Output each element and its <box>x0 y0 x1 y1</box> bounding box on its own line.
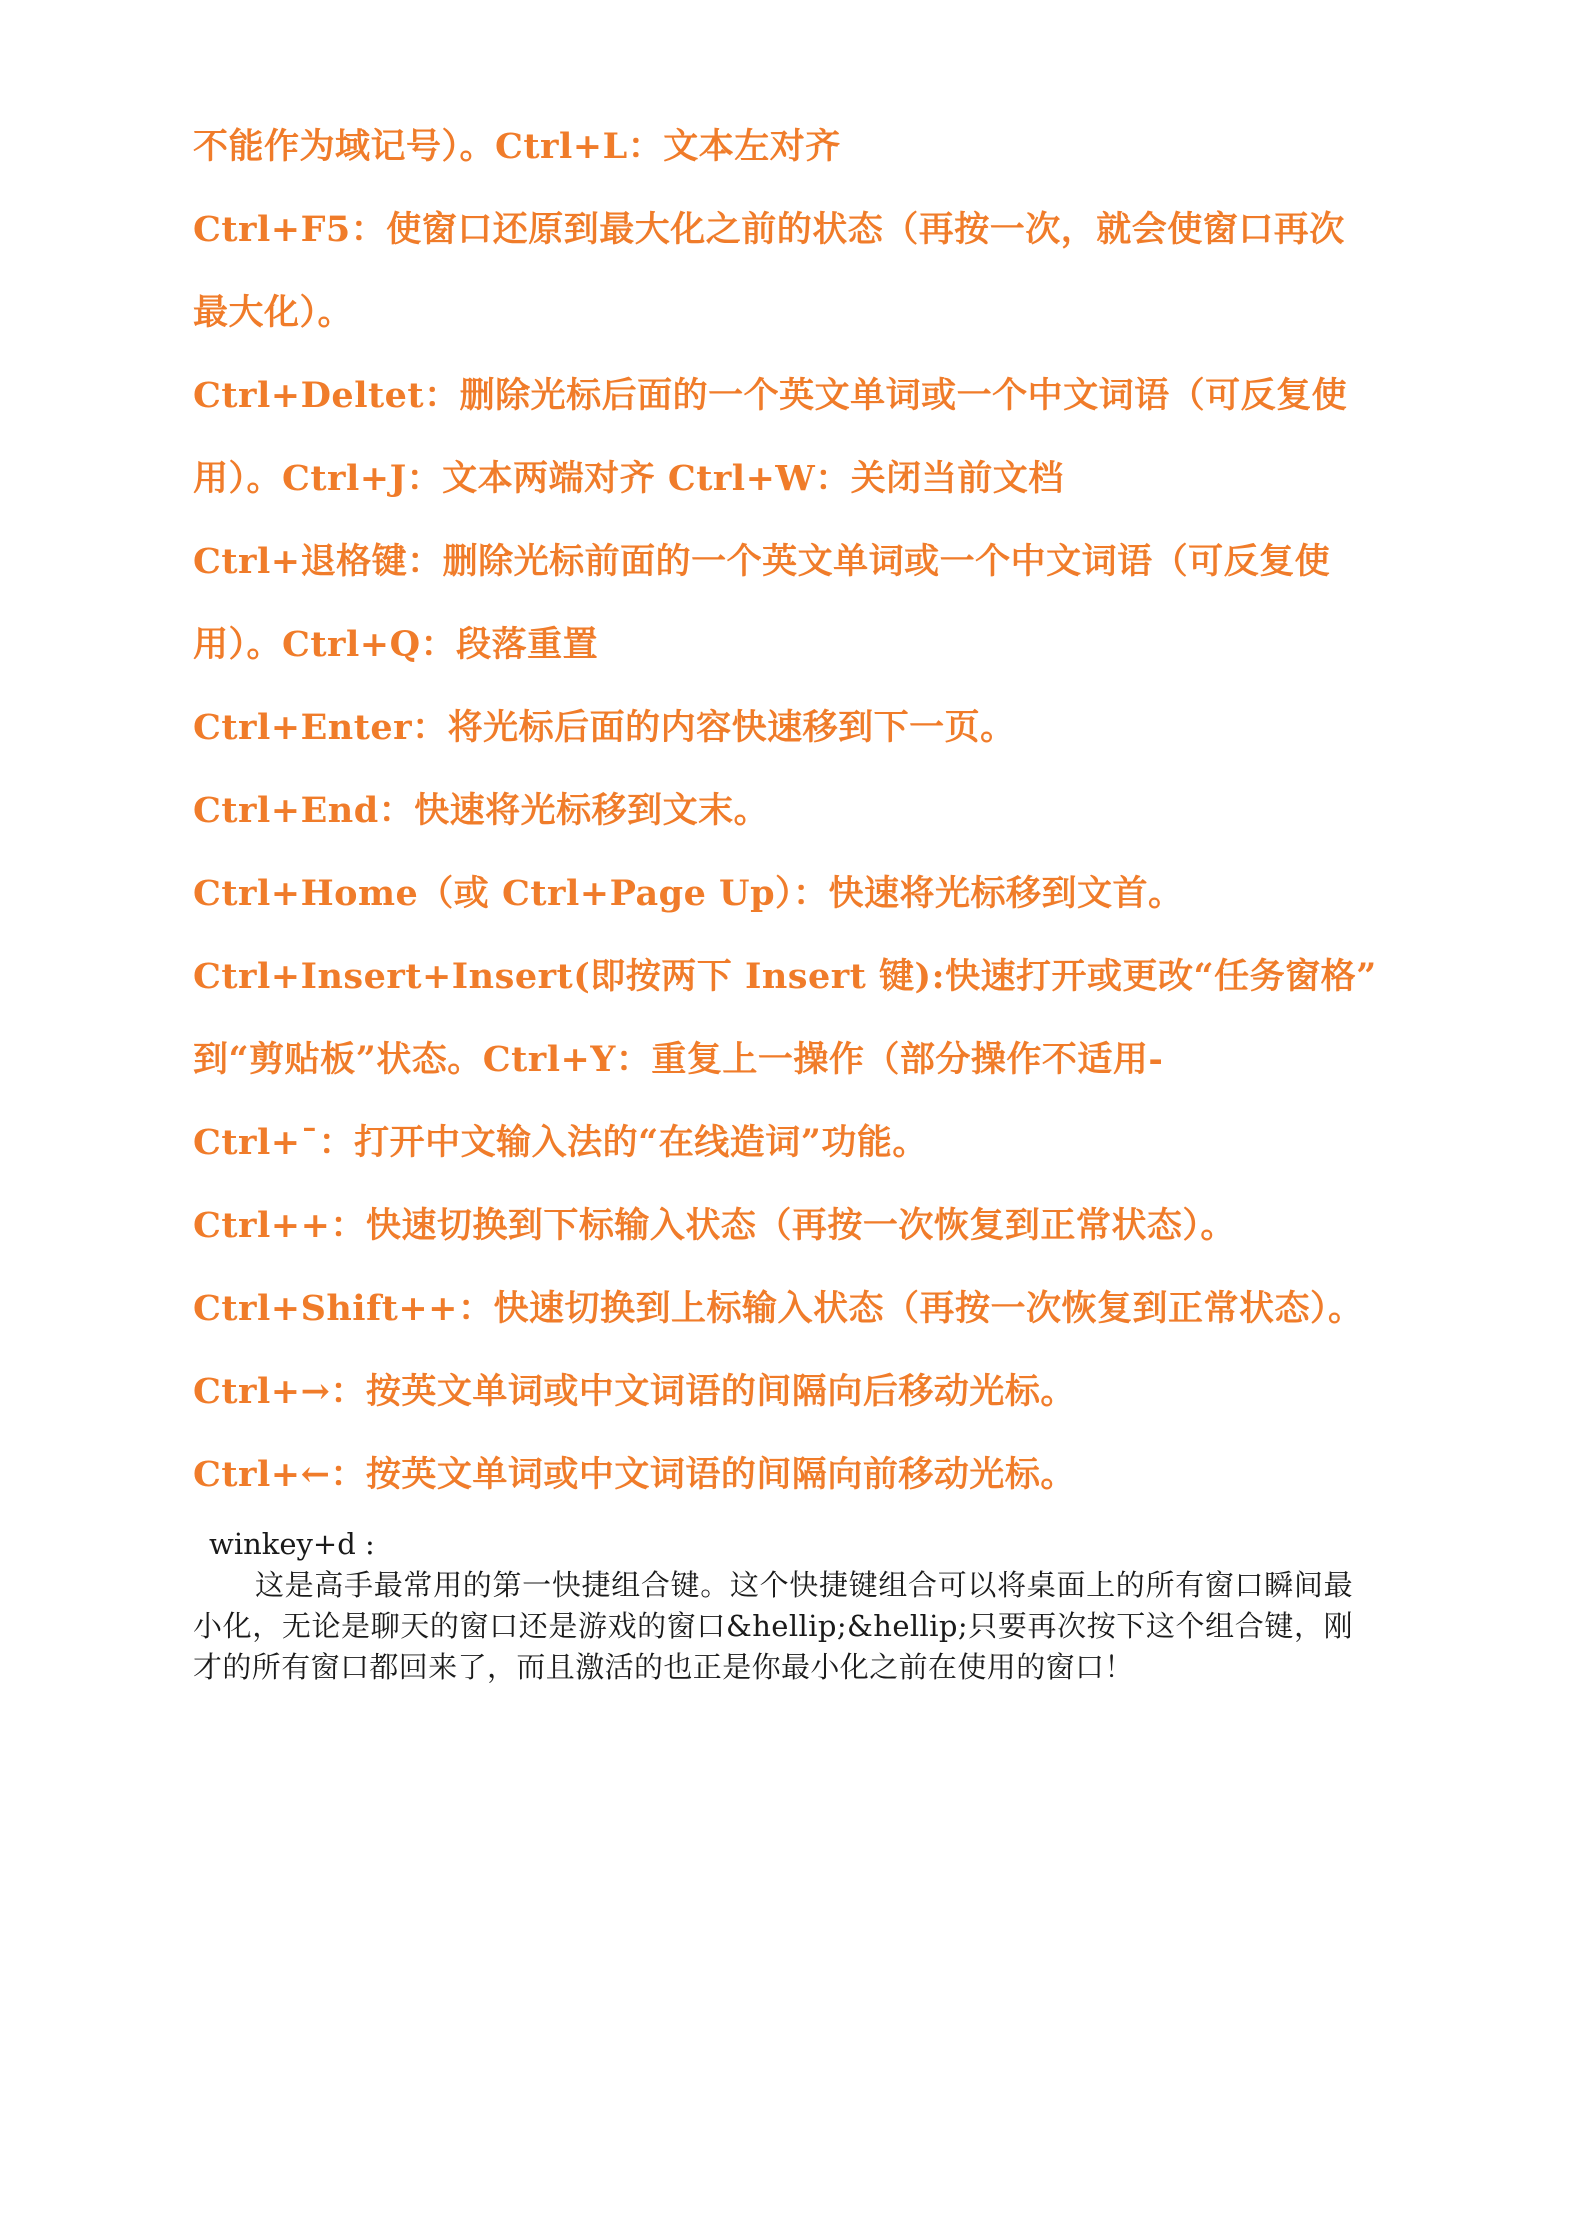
shortcut-line: Ctrl+Shift++：快速切换到上标输入状态（再按一次恢复到正常状态）。 <box>193 1288 1364 1329</box>
shortcut-line: Ctrl+Enter：将光标后面的内容快速移到下一页。 <box>193 707 1016 748</box>
shortcut-line: 用）。Ctrl+J：文本两端对齐 Ctrl+W：关闭当前文档 <box>193 458 1064 499</box>
shortcut-line: 最大化）。 <box>193 292 354 333</box>
shortcut-line: Ctrl+Deltet：删除光标后面的一个英文单词或一个中文词语（可反复使 <box>193 375 1348 416</box>
shortcut-line: 到“剪贴板”状态。Ctrl+Y：重复上一操作（部分操作不适用- <box>193 1039 1164 1080</box>
shortcut-line: 用）。Ctrl+Q：段落重置 <box>193 624 599 665</box>
shortcut-line: Ctrl+Home（或 Ctrl+Page Up）：快速将光标移到文首。 <box>193 873 1184 914</box>
note-paragraph: 这是高手最常用的第一快捷组合键。这个快捷键组合可以将桌面上的所有窗口瞬间最小化，无论是聊天的窗口还是游戏的窗口&hellip;&hellip;只要再次按下这个组合键，刚才的所有窗口都回来了，而且激活的也正是你最小化之前在使用的窗口！ <box>193 1568 1353 1684</box>
shortcut-line: Ctrl+¯：打开中文输入法的“在线造词”功能。 <box>193 1122 928 1163</box>
shortcut-line: 不能作为域记号）。Ctrl+L：文本左对齐 <box>193 126 841 167</box>
shortcut-line: Ctrl+←：按英文单词或中文词语的间隔向前移动光标。 <box>193 1454 1076 1495</box>
shortcut-line: Ctrl+End：快速将光标移到文末。 <box>193 790 770 831</box>
note-title: winkey+d : <box>209 1527 375 1561</box>
shortcut-line: Ctrl++：快速切换到下标输入状态（再按一次恢复到正常状态）。 <box>193 1205 1236 1246</box>
winkey-note <box>193 1524 1353 1688</box>
shortcut-line: Ctrl+F5：使窗口还原到最大化之前的状态（再按一次，就会使窗口再次 <box>193 209 1345 250</box>
shortcut-line: Ctrl+Insert+Insert(即按两下 Insert 键):快速打开或更改“任务窗格” <box>193 956 1377 997</box>
shortcut-line: Ctrl+→：按英文单词或中文词语的间隔向后移动光标。 <box>193 1371 1076 1412</box>
shortcut-line: Ctrl+退格键：删除光标前面的一个英文单词或一个中文词语（可反复使 <box>193 541 1331 582</box>
